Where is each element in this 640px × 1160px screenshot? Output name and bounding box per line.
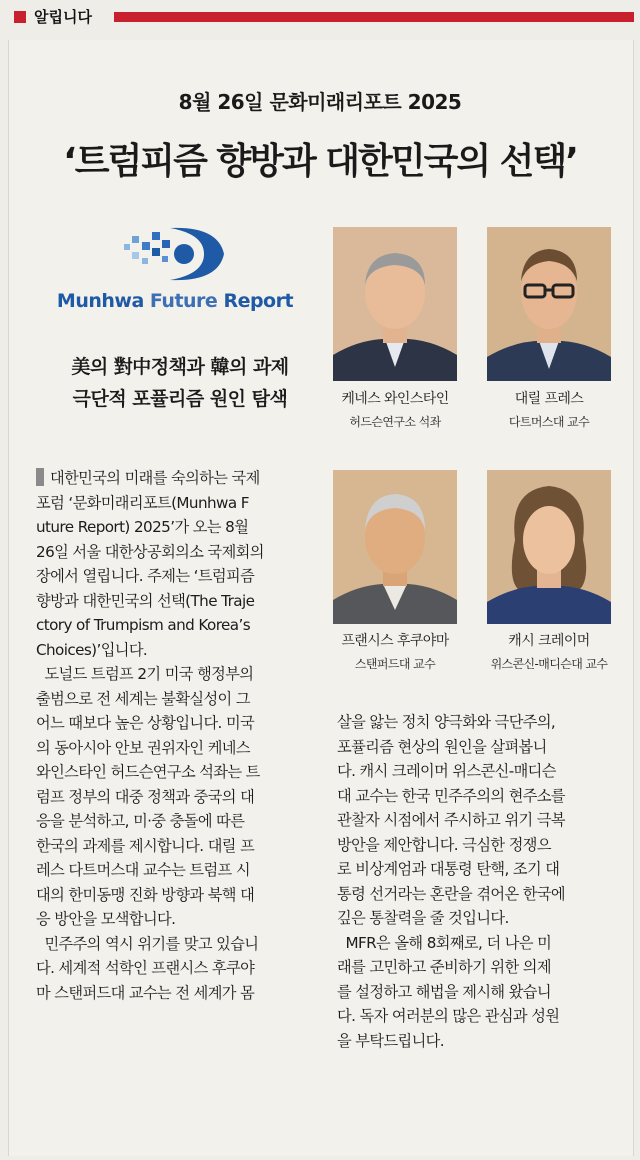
body-line: 어느 때보다 높은 상황입니다. 미국 [36,714,255,732]
body-line: 깊은 통찰력을 줄 것입니다. [337,909,509,927]
section-label: 알립니다 [34,8,92,26]
body-line: 의 동아시아 안보 권위자인 케네스 [36,738,250,757]
body-line: 26일 서울 대한상공회의소 국제회의 [36,542,264,561]
body-line: MFR은 올해 8회째로, 더 나은 미 [337,933,552,952]
section-rule [114,12,634,22]
body-line: 통령 선거라는 혼란을 겪어온 한국에 [337,884,565,903]
lead-marker [36,468,44,486]
speaker-name: 케네스 와인스타인 [341,391,449,407]
body-line: ctory of Trumpism and Korea’s [36,616,251,634]
body-line: 포퓰리즘 현상의 원인을 살펴봅니 [337,737,547,756]
subheading-1: 美의 對中정책과 韓의 과제 [71,356,289,378]
body-line: 래를 고민하고 준비하기 위한 의제 [337,958,551,976]
speaker-name: 캐시 크레이머 [508,633,590,649]
body-line: 럼프 정부의 대중 정책과 중국의 대 [36,787,255,806]
body-line: 다. 독자 여러분의 많은 관심과 성원 [337,1007,560,1025]
speaker-role: 허드슨연구소 석좌 [349,415,441,429]
body-line: 출범으로 전 세계는 불확실성이 그 [36,689,250,708]
event-title: 8월 26일 문화미래리포트 2025 [178,90,462,114]
body-line: 살을 앓는 정치 양극화와 극단주의, [337,713,556,731]
body-line: 향방과 대한민국의 선택(The Traje [36,591,255,610]
speaker-photo-press [487,227,611,381]
body-line: 대의 한미동맹 진화 방향과 북핵 대 [36,885,255,904]
speaker-photo-weinstein [333,227,457,381]
body-line: 와인스타인 허드슨연구소 석좌는 트 [36,763,260,781]
body-line: 민주주의 역시 위기를 맞고 있습니 [36,934,259,953]
speaker-role: 스탠퍼드대 교수 [354,657,436,671]
body-line: 대 교수는 한국 민주주의의 현주소를 [337,786,565,805]
speaker-photo-cramer [487,470,611,624]
eye-logo-icon [120,222,230,286]
subheading-2: 극단적 포퓰리즘 원인 탐색 [72,388,288,410]
munhwa-future-report-logo [50,222,300,312]
body-line: 로 비상계엄과 대통령 탄핵, 조기 대 [337,860,560,878]
body-line: 장에서 열립니다. 주제는 ‘트럼피즘 [36,567,255,585]
speaker-role: 위스콘신-매디슨대 교수 [490,657,608,671]
body-line: 방안을 제안합니다. 극심한 정쟁으 [337,835,551,854]
speaker-role: 다트머스대 교수 [508,415,590,429]
body-line: 응 방안을 모색합니다. [36,910,176,928]
headline: ‘트럼피즘 향방과 대한민국의 선택’ [63,141,577,182]
speaker-name: 대릴 프레스 [514,391,584,407]
logo-text: Munhwa Future Report [56,290,294,312]
body-line: 레스 다트머스대 교수는 트럼프 시 [36,861,250,879]
body-line: 도널드 트럼프 2기 미국 행정부의 [36,665,254,683]
body-line: 응을 분석하고, 미·중 충돌에 따른 [36,812,245,830]
body-line: 를 설정하고 해법을 제시해 왔습니 [337,982,551,1001]
body-line: 포럼 ‘문화미래리포트(Munhwa F [36,493,249,512]
body-line: 마 스탠퍼드대 교수는 전 세계가 몸 [36,983,255,1002]
body-line: uture Report) 2025’가 오는 8월 [36,518,249,536]
speaker-photo-fukuyama [333,470,457,624]
body-line: 다. 캐시 크레이머 위스콘신-매디슨 [337,762,556,780]
body-line: 대한민국의 미래를 숙의하는 국제 [36,466,316,491]
body-line: 을 부탁드립니다. [337,1031,444,1050]
body-line: 다. 세계적 석학인 프랜시스 후쿠야 [36,959,255,977]
body-left-column [36,466,316,1005]
speaker-name: 프랜시스 후쿠야마 [341,633,449,649]
body-line: 한국의 과제를 제시합니다. 대릴 프 [36,836,255,855]
body-right-column [337,710,617,1053]
body-line: Choices)’입니다. [36,640,148,659]
body-line: 관찰자 시점에서 주시하고 위기 극복 [337,811,565,829]
section-header [0,0,640,34]
section-marker [14,11,26,23]
